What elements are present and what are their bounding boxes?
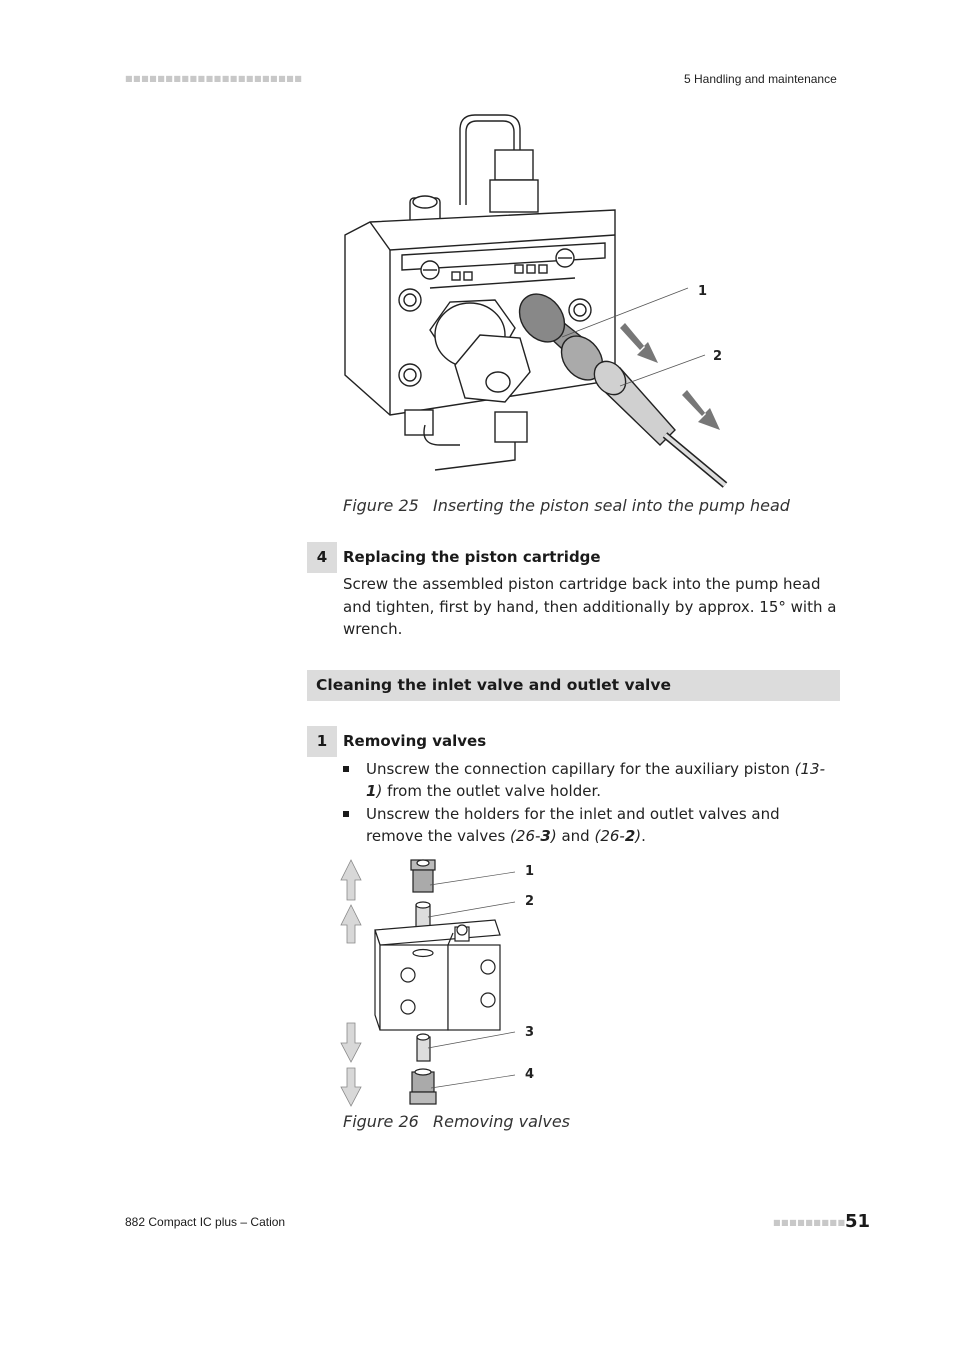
figure-25-number: Figure 25	[343, 496, 419, 515]
bullet-2-ref1-bold: 3	[540, 827, 551, 845]
arrow-down-icon	[341, 1023, 361, 1062]
arrow-up-icon	[341, 860, 361, 900]
bullet-2-ref2-bold: 2	[624, 827, 636, 845]
figure-26-text: Removing valves	[433, 1112, 570, 1131]
bullet-marker	[343, 766, 349, 772]
arrow-up-icon	[341, 905, 361, 943]
bullet-1-ref-open: (13-	[794, 760, 825, 778]
figure25-callout-1: 1	[698, 284, 708, 299]
step-4-body: Screw the assembled piston cartridge back into the pump head and tighten, first by hand, then additionally by approx. 15° with a wrench.	[343, 575, 837, 638]
step-title-replacing-piston: Replacing the piston cartridge	[343, 548, 601, 566]
figure-25-text: Inserting the piston seal into the pump head	[433, 496, 790, 515]
bullet-2-ref1-open: (26-	[510, 827, 541, 845]
figure-25-illustration	[330, 110, 750, 490]
step-title-removing-valves: Removing valves	[343, 732, 487, 750]
figure-26-caption	[343, 1112, 570, 1131]
figure-25-caption	[343, 496, 790, 515]
bullet-1-text-end: from the outlet valve holder.	[382, 782, 602, 800]
bullet-2-text-end: .	[641, 827, 646, 845]
section-title: Cleaning the inlet valve and outlet valve	[316, 676, 671, 694]
arrow-down-icon	[341, 1068, 361, 1106]
bullet-1-text: Unscrew the connection capillary for the auxiliary piston	[366, 760, 795, 778]
bullet-1-ref-close: )	[376, 782, 383, 800]
step-number-4: 4	[307, 542, 337, 573]
bullet-1-ref-bold: 1	[366, 782, 377, 800]
section-header	[307, 670, 840, 701]
bullet-2-text: Unscrew the holders for the inlet and outlet valves and remove the valves	[366, 805, 780, 845]
figure26-callout-4: 4	[525, 1067, 535, 1082]
figure25-callout-2: 2	[713, 349, 723, 364]
chapter-title: 5 Handling and maintenance	[684, 72, 837, 86]
bullet-2-ref1-close: )	[550, 827, 557, 845]
page-number: 51	[845, 1211, 871, 1232]
header-decoration: ■■■■■■■■■■■■■■■■■■■■■■	[125, 74, 303, 83]
bullet-item-2	[366, 803, 836, 847]
footer-decoration: ■■■■■■■■■	[773, 1218, 846, 1227]
step-number-1: 1	[307, 726, 337, 757]
bullet-2-text-mid: and	[556, 827, 595, 845]
figure-26-illustration	[335, 855, 550, 1110]
figure26-callout-2: 2	[525, 894, 535, 909]
figure26-callout-3: 3	[525, 1025, 535, 1040]
bullet-item-1	[366, 758, 836, 802]
bullet-2-ref2-close: )	[635, 827, 642, 845]
figure26-callout-1: 1	[525, 864, 535, 879]
bullet-marker	[343, 811, 349, 817]
figure-26-number: Figure 26	[343, 1112, 419, 1131]
bullet-2-ref2-open: (26-	[594, 827, 625, 845]
footer-product: 882 Compact IC plus – Cation	[125, 1215, 286, 1229]
